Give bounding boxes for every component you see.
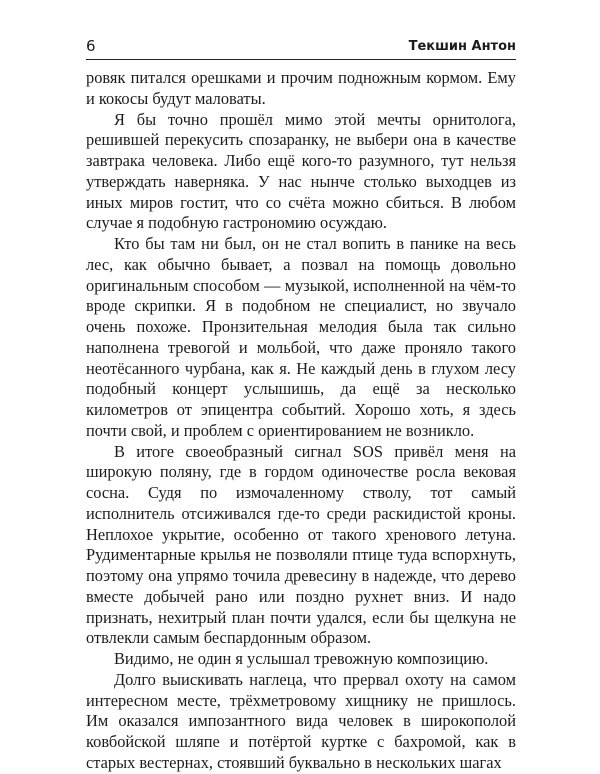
page-number: 6 [86,37,96,55]
header-rule [86,59,516,60]
page-header [86,34,516,60]
body-text [86,68,516,774]
running-head-author: Текшин Антон [408,39,516,54]
paragraph: В итоге своеобразный сигнал SOS привёл меня на широкую поляну, где в гордом одиночестве росла вековая сосна. Судя по измочаленному стволу, тот самый исполнитель отсиживался где-то среди раскидистой кроны. Неплохое укрытие, особенно от такого хренового летуна. Рудиментарные крылья не позволяли птице туда вспорхнуть, поэтому она упрямо точила древесину в надежде, что дерево вместе добычей рано или поздно рухнет вниз. И надо признать, нехитрый план почти удался, если бы щелкуна не отвлекли самым беспардонным образом. [86,441,516,648]
paragraph: Кто бы там ни был, он не стал вопить в панике на весь лес, как обычно бывает, а позвал на помощь довольно оригинальным способом — музыкой, исполненной на чём-то вроде скрипки. Я в подобном не специалист, но звучало очень похоже. Пронзительная мелодия была так сильно наполнена тревогой и мольбой, что даже проняло такого неотёсанного чурбана, как я. Не каждый день в глухом лесу подобный концерт услышишь, да ещё за несколько километров от эпицентра событий. Хорошо хоть, я здесь почти свой, и проблем с ориентированием не возникло. [86,234,516,440]
paragraph-continued: ровяк питался орешками и прочим подножным кормом. Ему и кокосы будут маловаты. [86,68,516,108]
paragraph: Я бы точно прошёл мимо этой мечты орнитолога, решившей перекусить спозаранку, не выбери она в качестве завтрака человека. Либо ещё кого-то разумного, тут нельзя утверждать наверняка. У нас нынче столько выходцев из иных миров гостит, что со счёта можно сбиться. В любом случае я подобную гастрономию осуждаю. [86,109,516,233]
paragraph: Видимо, не один я услышал тревожную композицию. [114,649,489,668]
paragraph: Долго выискивать наглеца, что прервал охоту на самом интересном месте, трёхметровому хищнику не пришлось. Им оказался импозантного вида человек в широкополой ковбойской шляпе и потёртой куртке с бахромой, как в старых вестернах, стоявший буквально в нескольких шагах [86,669,516,772]
